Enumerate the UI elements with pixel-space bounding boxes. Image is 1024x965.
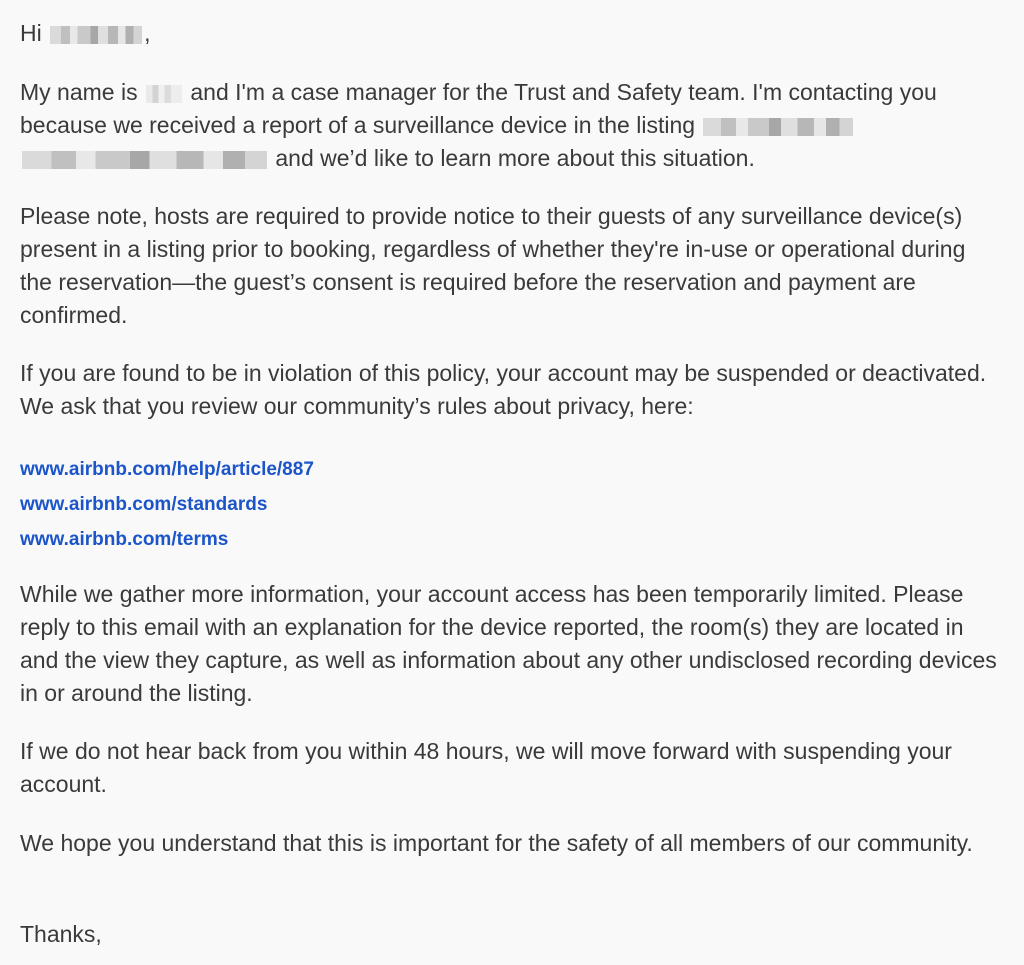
greeting-prefix: Hi xyxy=(20,20,42,46)
intro-part-2: and I'm a case manager for the Trust and Safety team. I'm contacting you because we received a report of a surveillance device in the listing xyxy=(20,79,937,138)
closing: Thanks, xyxy=(20,921,102,947)
safety-paragraph: We hope you understand that this is important for the safety of all members of our community. xyxy=(20,830,973,856)
intro-paragraph xyxy=(20,76,995,175)
help-article-link[interactable]: www.airbnb.com/help/article/887 xyxy=(20,459,314,480)
redacted-listing-name-continued xyxy=(22,151,267,169)
intro-part-1: My name is xyxy=(20,79,138,105)
standards-link[interactable]: www.airbnb.com/standards xyxy=(20,494,268,515)
notice-paragraph: Please note, hosts are required to provide notice to their guests of any surveillance device(s) present in a listing prior to booking, regardless of whether they're in-use or operational during the reservation—the guest’s consent is required before the reservation and payment are confirmed. xyxy=(20,203,966,328)
greeting-suffix: , xyxy=(144,20,151,46)
terms-link[interactable]: www.airbnb.com/terms xyxy=(20,529,229,550)
intro-part-3: and we’d like to learn more about this situation. xyxy=(275,145,755,171)
policy-links xyxy=(20,452,314,557)
redacted-sender-name xyxy=(146,85,182,103)
redacted-listing-name xyxy=(703,118,853,136)
violation-paragraph: If you are found to be in violation of this policy, your account may be suspended or deactivated. We ask that you review our community’s rules about privacy, here: xyxy=(20,360,987,419)
redacted-recipient-name xyxy=(50,26,142,44)
request-paragraph: While we gather more information, your account access has been temporarily limited. Please reply to this email with an explanation for the device reported, the room(s) they are located in and the view they capture, as well as information about any other undisclosed recording devices in or around the listing. xyxy=(20,581,997,706)
greeting xyxy=(20,17,151,50)
deadline-paragraph: If we do not hear back from you within 48 hours, we will move forward with suspending your account. xyxy=(20,738,952,797)
